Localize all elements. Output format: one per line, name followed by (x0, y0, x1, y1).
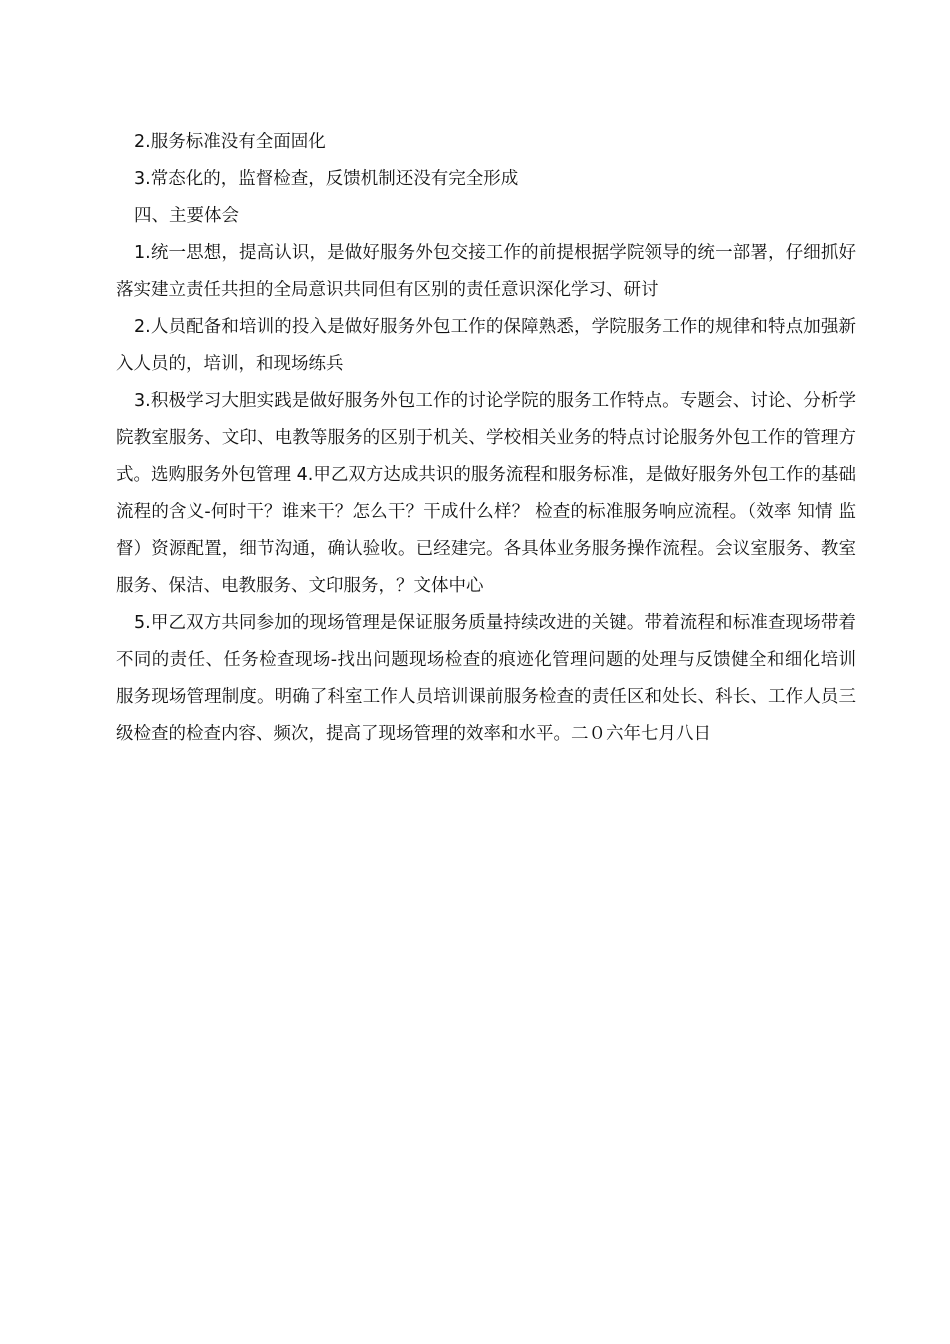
paragraph-point-2-staffing-training: 2.人员配备和培训的投入是做好服务外包工作的保障熟悉，学院服务工作的规律和特点加强新入人员的，培训，和现场练兵 (116, 317, 856, 374)
paragraph-item-2-unfixed-standards: 2.服务标准没有全面固化 (134, 132, 326, 152)
section-heading-main-experience: 四、主要体会 (134, 206, 239, 226)
paragraph-item-3-supervision-mechanism: 3.常态化的，监督检查，反馈机制还没有完全形成 (134, 169, 519, 189)
paragraph-point-3-active-learning: 3.积极学习大胆实践是做好服务外包工作的讨论学院的服务工作特点。专题会、讨论、分析学院教室服务、文印、电教等服务的区别于机关、学校相关业务的特点讨论服务外包工作的管理方式。选购服务外包管理 4.甲乙双方达成共识的服务流程和服务标准，是做好服务外包工作的基础流程的含义-何时干？谁来干？怎么干？干成什么样？ 检查的标准服务响应流程。（效率 知情 监督）资源配置，细节沟通，确认验收。已经建完。各具体业务服务操作流程。会议室服务、教室服务、保洁、电教服务、文印服务，？文体中心 (116, 391, 856, 596)
document-body (116, 124, 856, 753)
paragraph-point-5-onsite-management: 5.甲乙双方共同参加的现场管理是保证服务质量持续改进的关键。带着流程和标准查现场带着不同的责任、任务检查现场-找出问题现场检查的痕迹化管理问题的处理与反馈健全和细化培训服务现场管理制度。明确了科室工作人员培训课前服务检查的责任区和处长、科长、工作人员三级检查的检查内容、频次，提高了现场管理的效率和水平。二０六年七月八日 (116, 613, 856, 744)
paragraph-point-1-unify-thinking: 1.统一思想，提高认识，是做好服务外包交接工作的前提根据学院领导的统一部署，仔细抓好落实建立责任共担的全局意识共同但有区别的责任意识深化学习、研讨 (116, 243, 856, 300)
